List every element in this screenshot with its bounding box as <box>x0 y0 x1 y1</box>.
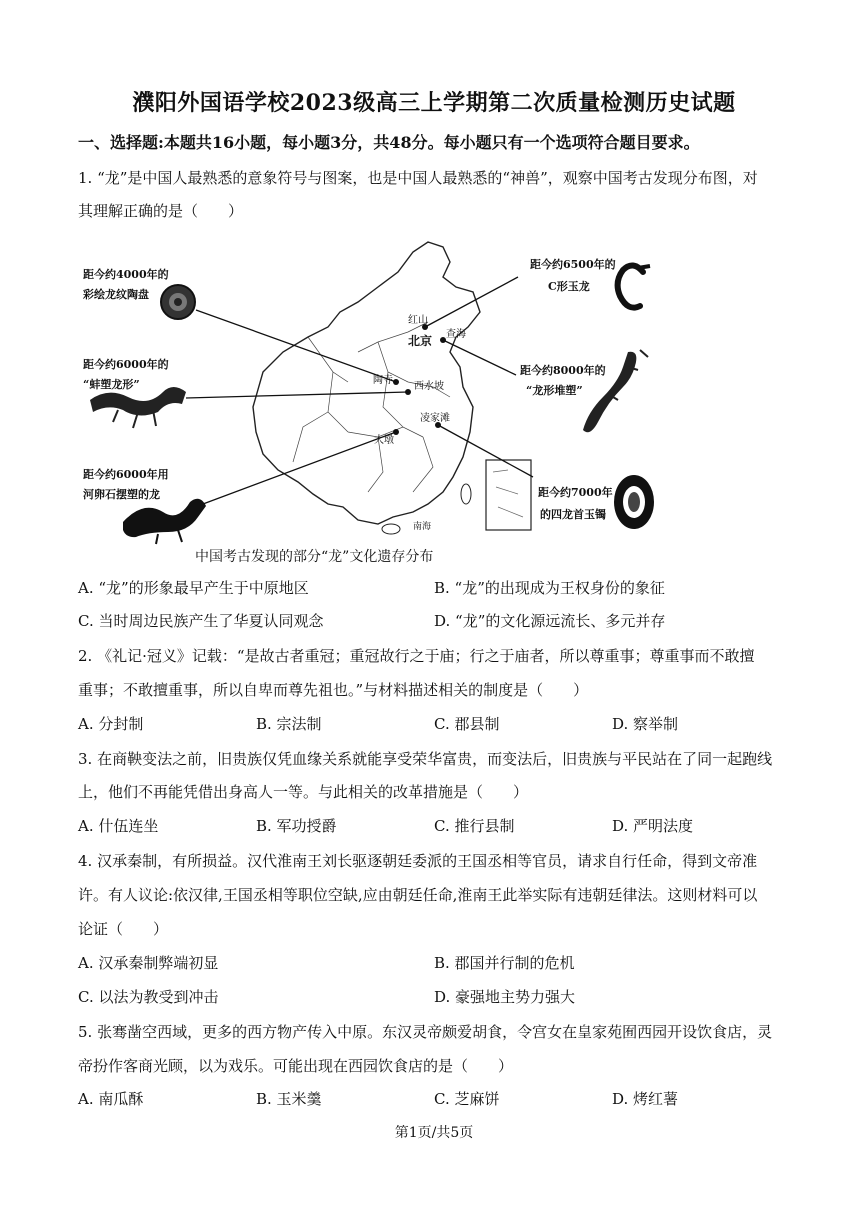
stone-dragon-image <box>123 499 206 544</box>
label-nanhai: 南海 <box>413 522 432 532</box>
q1-option-c[interactable]: C. 当时周边民族产生了华夏认同观念 <box>78 612 324 630</box>
label-stone-line2: 河卵石摆塑的龙 <box>83 488 160 501</box>
four-dragon-bracelet-image <box>614 475 654 529</box>
q3-stem-line1: 3. 在商鞅变法之前，旧贵族仅凭血缘关系就能享受荣华富贵，而变法后，旧贵族与平民站在了同一起跑线 <box>78 750 773 768</box>
label-xishuipo: 西水坡 <box>414 381 444 392</box>
label-duisu-line1: 距今约8000年的 <box>520 364 606 377</box>
label-cjade-line2: C形玉龙 <box>548 280 590 293</box>
label-dadun: 大墩 <box>374 435 394 446</box>
taiwan <box>461 484 471 504</box>
q2-option-b[interactable]: B. 宗法制 <box>256 715 322 733</box>
leader-bengsu <box>186 392 408 398</box>
label-pan-line2: 彩绘龙纹陶盘 <box>83 288 149 301</box>
q4-stem-line1: 4. 汉承秦制，有所损益。汉代淮南王刘长驱逐朝廷委派的王国丞相等官员，请求自行任命，得到文帝准 <box>78 852 758 870</box>
dragon-distribution-map <box>78 232 663 547</box>
q4-option-c[interactable]: C. 以法为教受到冲击 <box>78 988 219 1006</box>
c-jade-dragon-image <box>618 265 650 307</box>
q1-option-a[interactable]: A. “龙”的形象最早产生于中原地区 <box>78 579 309 597</box>
q1-stem-line2: 其理解正确的是（ ） <box>78 202 244 220</box>
nanhai-inset <box>486 460 531 530</box>
label-beijing: 北京 <box>408 334 433 348</box>
q4-option-b[interactable]: B. 郡国并行制的危机 <box>434 954 575 972</box>
q5-option-b[interactable]: B. 玉米羹 <box>256 1090 322 1108</box>
china-outline <box>253 242 480 524</box>
q4-option-a[interactable]: A. 汉承秦制弊端初显 <box>78 954 219 972</box>
q3-option-b[interactable]: B. 军功授爵 <box>256 817 337 835</box>
hainan <box>382 524 400 534</box>
q4-option-d[interactable]: D. 豪强地主势力强大 <box>434 988 576 1006</box>
q1-option-b[interactable]: B. “龙”的出现成为王权身份的象征 <box>434 579 665 597</box>
leader-stone-dragon <box>203 432 396 504</box>
label-pan-line1: 距今约4000年的 <box>83 268 169 281</box>
label-lingjiatan: 凌家滩 <box>420 413 450 424</box>
q2-option-a[interactable]: A. 分封制 <box>78 715 144 733</box>
exam-title: 濮阳外国语学校2023级高三上学期第二次质量检测历史试题 <box>132 90 736 116</box>
q3-option-c[interactable]: C. 推行县制 <box>434 817 515 835</box>
label-bracelet-line1: 距今约7000年 <box>538 486 613 499</box>
q2-stem-line2: 重事；不敢擅重事，所以自卑而尊先祖也。”与材料描述相关的制度是（ ） <box>78 681 589 699</box>
label-hongshan: 红山 <box>408 315 428 326</box>
q2-option-c[interactable]: C. 郡县制 <box>434 715 500 733</box>
leader-pan <box>196 310 396 382</box>
q4-stem-line3: 论证（ ） <box>78 920 169 938</box>
q5-option-c[interactable]: C. 芝麻饼 <box>434 1090 500 1108</box>
q5-stem-line1: 5. 张骞凿空西域，更多的西方物产传入中原。东汉灵帝颇爱胡食，令宫女在皇家苑囿西园开设饮食店，灵 <box>78 1023 773 1041</box>
q5-option-d[interactable]: D. 烤红薯 <box>612 1090 679 1108</box>
label-stone-line1: 距今约6000年用 <box>83 468 169 481</box>
label-bengsu-line2: “蚌塑龙形” <box>83 378 140 391</box>
q2-stem-line1: 2. 《礼记·冠义》记载：“是故古者重冠；重冠故行之于庙；行之于庙者，所以尊重事；尊重事而不敢擅 <box>78 647 755 665</box>
q2-option-d[interactable]: D. 察举制 <box>612 715 679 733</box>
painted-pan-image <box>161 285 195 319</box>
q4-stem-line2: 许。有人议论:依汉律,王国丞相等职位空缺,应由朝廷任命,淮南王此举实际有违朝廷律法。这则材料可以 <box>78 886 758 904</box>
page-footer: 第1页/共5页 <box>394 1125 474 1141</box>
q1-option-d[interactable]: D. “龙”的文化源远流长、多元并存 <box>434 612 666 630</box>
q5-stem-line2: 帝扮作客商光顾，以为戏乐。可能出现在西园饮食店的是（ ） <box>78 1057 514 1075</box>
q1-stem-line1: 1. “龙”是中国人最熟悉的意象符号与图案，也是中国人最熟悉的“神兽”，观察中国考古发现分布图，对 <box>78 169 758 187</box>
label-duisu-line2: “龙形堆塑” <box>526 384 583 397</box>
label-bracelet-line2: 的四龙首玉镯 <box>540 508 606 521</box>
label-cjade-line1: 距今约6500年的 <box>530 258 616 271</box>
section-heading: 一、选择题:本题共16小题，每小题3分，共48分。每小题只有一个选项符合题目要求。 <box>78 133 700 152</box>
q5-option-a[interactable]: A. 南瓜酥 <box>78 1090 144 1108</box>
label-chahai: 查海 <box>446 329 466 340</box>
q3-option-a[interactable]: A. 什伍连坐 <box>78 817 159 835</box>
leader-c-jade <box>425 277 518 327</box>
q3-option-d[interactable]: D. 严明法度 <box>612 817 694 835</box>
label-taosi: 陶寺 <box>373 375 393 386</box>
q3-stem-line2: 上，他们不再能凭借出身高人一等。与此相关的改革措施是（ ） <box>78 783 529 801</box>
map-caption: 中国考古发现的部分“龙”文化遗存分布 <box>195 549 434 565</box>
label-bengsu-line1: 距今约6000年的 <box>83 358 169 371</box>
